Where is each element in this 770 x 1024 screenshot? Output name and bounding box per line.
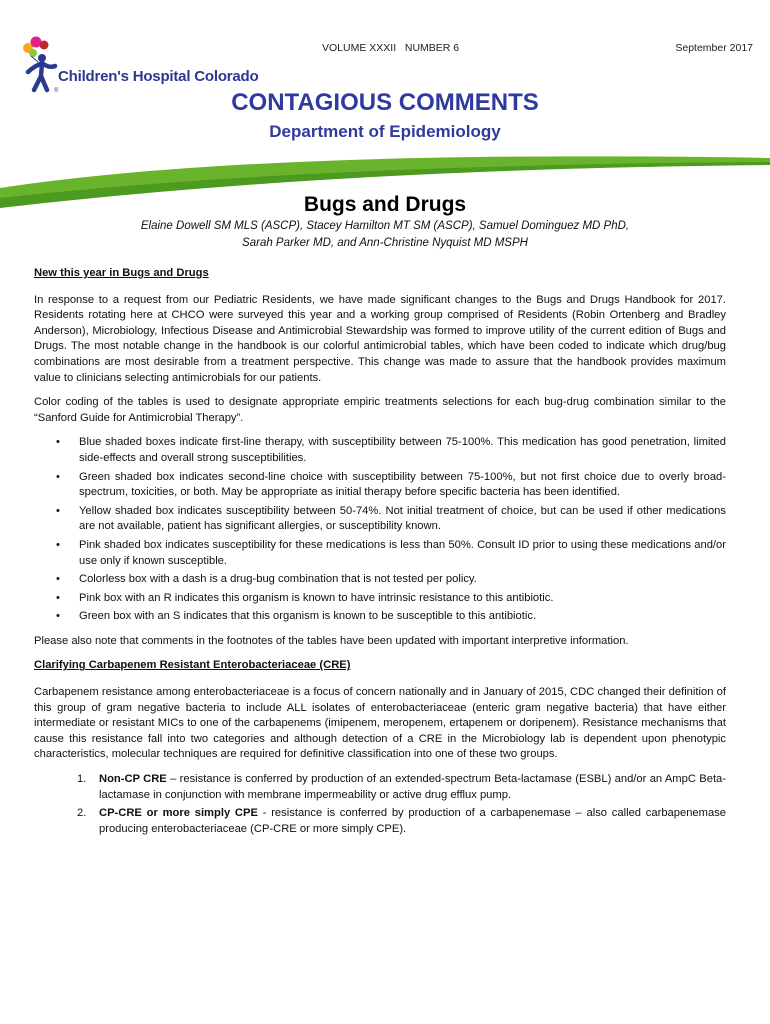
section-heading-cre: Clarifying Carbapenem Resistant Enterobacteriaceae (CRE) <box>34 659 351 672</box>
paragraph: In response to a request from our Pediatric Residents, we have made significant changes to the Bugs and Drugs Handbook for 2017. Residents rotating here at CHCO were surveyed this year and a working group comprised of Residents (Robin Ortenberg and Bradley Anderson), Microbiology, Infectious Disease and Antimicrobial Stewardship was formed to improve utility of the current edition of Bugs and Drugs. The most notable change in the handbook is our colorful antimicrobial tables, which have been coded to indicate which drug/bug combinations are most desirable from a treatment perspective. This change was made to assure that the handbook provides maximum value to clinicians selecting antimicrobials for our patients. <box>34 293 726 384</box>
article-authors <box>0 218 770 251</box>
list-item: • Blue shaded boxes indicate first-line therapy, with susceptibility between 75-100%. This medication has good penetration, limited side-effects and overall strong susceptibilities. <box>56 436 726 464</box>
list-item: 1. Non-CP CRE – resistance is conferred by production of an extended-spectrum Beta-lactamase (ESBL) and/or an AmpC Beta-lactamase in conjunction with membrane impermeability or active drug efflux pump. <box>77 773 726 801</box>
issue-date: September 2017 <box>675 42 753 54</box>
authors-line-2: Sarah Parker MD, and Ann-Christine Nyquist MD MSPH <box>242 236 528 249</box>
volume-info <box>322 42 459 54</box>
list-item: • Green shaded box indicates second-line choice with susceptibility between 75-100%, but not first choice due to overly broad-spectrum, toxicities, or both. May be appropriate as initial therapy before specific bacteria has been identified. <box>56 470 726 499</box>
term: CP-CRE or more simply CPE <box>99 807 258 820</box>
cre-categories-list <box>34 772 726 837</box>
number-label: NUMBER 6 <box>404 42 460 54</box>
bullet-icon: • <box>56 610 60 623</box>
authors-line-1: Elaine Dowell SM MLS (ASCP), Stacey Hamilton MT SM (ASCP), Samuel Dominguez MD PhD, <box>140 220 630 232</box>
paragraph: Color coding of the tables is used to designate appropriate empiric treatments selections for each bug-drug combination similar to the “Sanford Guide for Antimicrobial Therapy”. <box>34 396 726 424</box>
list-item: • Green box with an S indicates that this organism is known to be susceptible to this antibiotic. <box>34 609 726 625</box>
section-heading-new-this-year: New this year in Bugs and Drugs <box>34 267 209 279</box>
bullet-icon: • <box>56 591 60 604</box>
bullet-icon: • <box>56 470 60 483</box>
color-coding-list <box>34 435 726 625</box>
paragraph: Carbapenem resistance among enterobacteriaceae is a focus of concern nationally and in January of 2015, CDC changed their definition of this group of gram negative bacteria to include ALL isolates of enterobacteriaceae (enteric gram negative bacteria) that have either intermediate or resistant MICs to one of the carbapenems (imipenem, meropenem, ertapenem or doripenem). Resistance mechanisms that cause this resistance fall into two categories and although detection of a CRE in the Microbiology lab is dependent upon phenotypic characteristics, molecular techniques are required for definitive classification into one of these two groups. <box>34 686 726 761</box>
bullet-icon: • <box>56 573 60 586</box>
bullet-icon: • <box>56 504 60 517</box>
list-item: • Yellow shaded box indicates susceptibility between 50-74%. Not initial treatment of choice, but can be used if other medications are not available, patient has significant allergies, or susceptibility known. <box>56 504 726 533</box>
newsletter-subtitle: Department of Epidemiology <box>269 122 501 141</box>
list-item: • Colorless box with a dash is a drug-bug combination that is not tested per policy. <box>34 572 726 588</box>
bullet-icon: • <box>56 436 60 449</box>
bullet-icon: • <box>56 538 60 551</box>
paragraph: Please also note that comments in the footnotes of the tables have been updated with important interpretive information. <box>34 634 629 647</box>
list-item: 2. CP-CRE or more simply CPE - resistance is conferred by production of a carbapenemase – also called carbapenemase producing enterobacteriaceae (CP-CRE or more simply CPE). <box>77 807 727 835</box>
article-title: Bugs and Drugs <box>303 193 467 216</box>
list-item: • Pink shaded box indicates susceptibility for these medications is less than 50%. Consult ID prior to using these medications and/or use only if known susceptible. <box>56 538 726 567</box>
list-item: • Pink box with an R indicates this organism is known to have intrinsic resistance to this antibiotic. <box>34 591 726 607</box>
newsletter-title: CONTAGIOUS COMMENTS <box>231 89 539 116</box>
term: Non-CP CRE <box>99 773 167 786</box>
article-body <box>34 266 726 840</box>
registered-mark: ® <box>54 88 59 94</box>
volume-label: VOLUME XXXII <box>322 42 397 54</box>
hospital-name: Children's Hospital Colorado <box>58 68 259 85</box>
